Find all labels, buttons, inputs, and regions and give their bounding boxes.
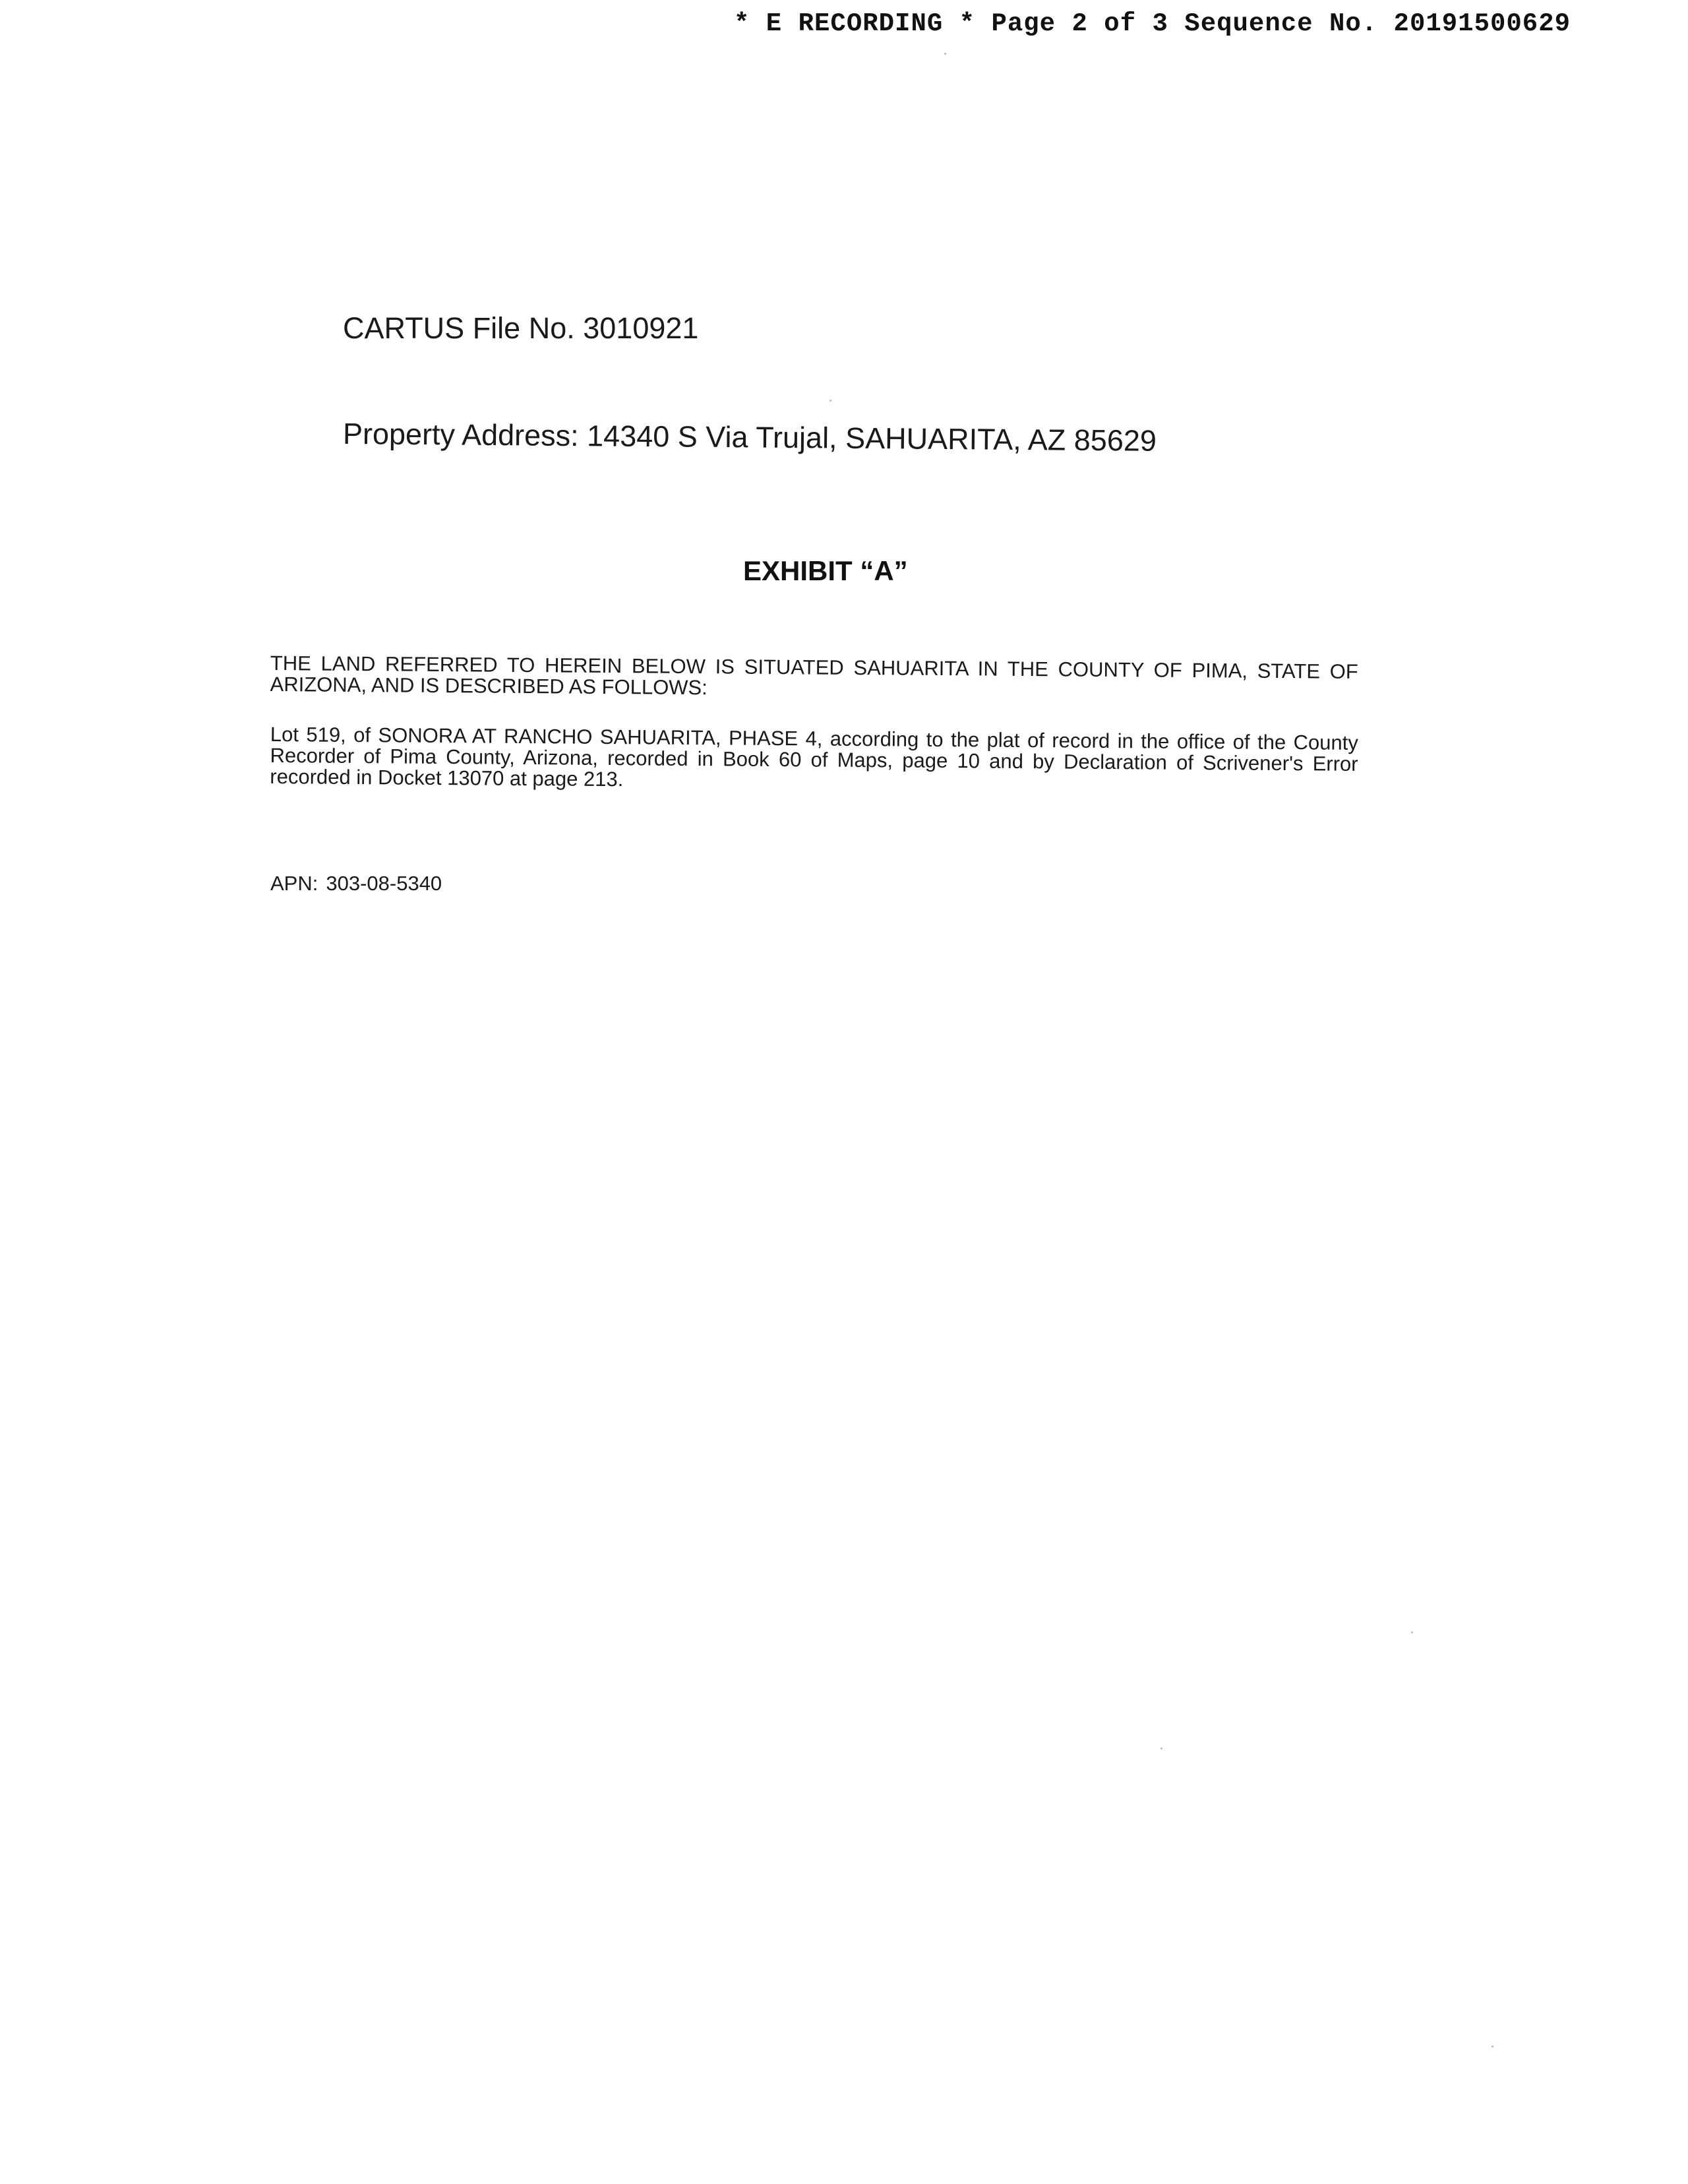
scan-speck xyxy=(944,53,946,55)
apn-line xyxy=(270,872,442,895)
scan-speck xyxy=(829,400,831,402)
scan-speck xyxy=(1411,1631,1413,1633)
scan-speck xyxy=(1492,2046,1493,2048)
exhibit-title: EXHIBIT “A” xyxy=(743,555,908,586)
land-intro-paragraph: THE LAND REFERRED TO HEREIN BELOW IS SITUATED SAHUARITA IN THE COUNTY OF PIMA, STATE OF ARIZONA, AND IS DESCRIBED AS FOLLOWS: xyxy=(270,652,1358,700)
apn-value: 303-08-5340 xyxy=(326,872,442,895)
cartus-file-number: CARTUS File No. 3010921 xyxy=(343,311,699,345)
legal-description-paragraph: Lot 519, of SONORA AT RANCHO SAHUARITA, PHASE 4, according to the plat of record in the office of the County Recorder of Pima County, Arizona, recorded in Book 60 of Maps, page 10 and by Declaration of Scrivener's Error recorded in Docket 13070 at page 213. xyxy=(270,723,1358,791)
apn-label: APN: xyxy=(270,872,318,895)
recording-header-stamp: * E RECORDING * Page 2 of 3 Sequence No. 20191500629 xyxy=(734,9,1571,38)
scan-speck xyxy=(1160,1747,1162,1749)
property-address: Property Address: 14340 S Via Trujal, SAHUARITA, AZ 85629 xyxy=(342,417,1157,458)
